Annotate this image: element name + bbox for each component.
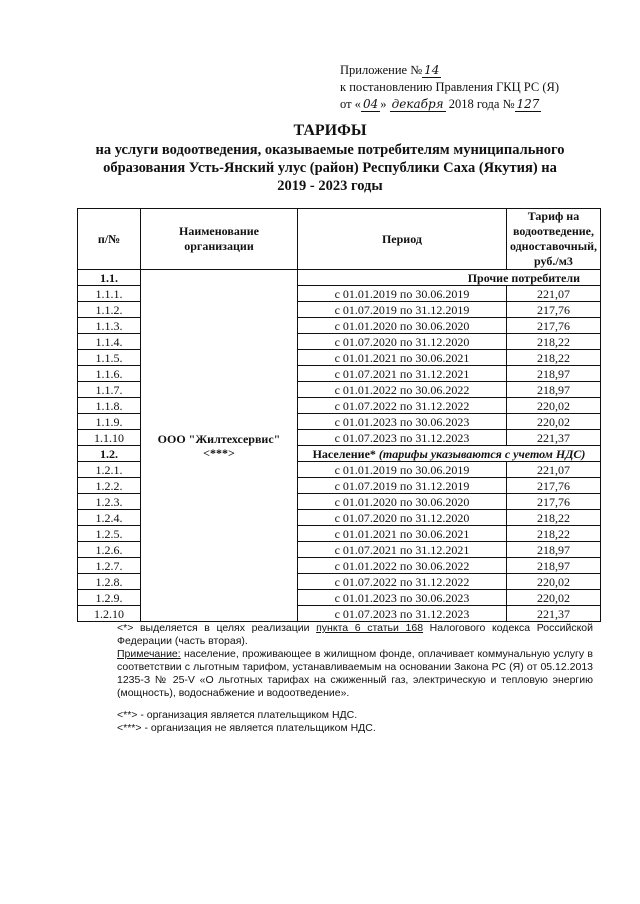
row-period: с 01.01.2022 по 30.06.2022: [298, 558, 507, 574]
row-num: 1.2.4.: [78, 510, 141, 526]
title-line-1: на услуги водоотведения, оказываемые потребителям муниципального: [95, 142, 565, 158]
group-label: Население* (тарифы указываются с учетом НДС): [298, 446, 601, 462]
header-organization: Наименование организации: [141, 209, 298, 270]
appendix-line-2: к постановлению Правления ГКЦ РС (Я): [340, 80, 560, 94]
footnote-vat-exempt: <***> - организация не является плательщиком НДС.: [117, 722, 376, 734]
row-period: с 01.07.2019 по 31.12.2019: [298, 478, 507, 494]
table-body: [78, 270, 601, 622]
row-period: с 01.07.2020 по 31.12.2020: [298, 334, 507, 350]
row-tariff: 220,02: [506, 590, 600, 606]
footnote-vat-payer: <**> - организация является плательщиком НДС.: [117, 709, 358, 721]
row-tariff: 221,37: [506, 606, 600, 622]
group-label: Прочие потребители: [298, 270, 601, 286]
row-num: 1.2.5.: [78, 526, 141, 542]
row-num: 1.1.10: [78, 430, 141, 446]
row-period: с 01.07.2019 по 31.12.2019: [298, 302, 507, 318]
row-tariff: 218,97: [506, 366, 600, 382]
tariffs-table: [77, 208, 601, 622]
row-tariff: 218,22: [506, 526, 600, 542]
row-num: 1.2.3.: [78, 494, 141, 510]
row-tariff: 217,76: [506, 318, 600, 334]
row-num: 1.2.7.: [78, 558, 141, 574]
handwritten-day: 04: [362, 97, 379, 111]
row-num: 1.2.9.: [78, 590, 141, 606]
row-period: с 01.01.2021 по 30.06.2021: [298, 526, 507, 542]
row-tariff: 220,02: [506, 414, 600, 430]
title-line-2: образования Усть-Янский улус (район) Республики Саха (Якутия) на: [103, 160, 557, 176]
header-tariff: Тариф на водоотведение, одноставочный, руб./м3: [506, 209, 600, 270]
row-num: 1.1.5.: [78, 350, 141, 366]
row-num: 1.1.7.: [78, 382, 141, 398]
row-period: с 01.07.2021 по 31.12.2021: [298, 542, 507, 558]
row-period: с 01.01.2022 по 30.06.2022: [298, 382, 507, 398]
row-period: с 01.07.2023 по 31.12.2023: [298, 606, 507, 622]
row-num: 1.2.2.: [78, 478, 141, 494]
row-period: с 01.01.2020 по 30.06.2020: [298, 318, 507, 334]
header-period: Период: [298, 209, 507, 270]
row-period: с 01.07.2020 по 31.12.2020: [298, 510, 507, 526]
row-tariff: 217,76: [506, 302, 600, 318]
row-tariff: 217,76: [506, 494, 600, 510]
row-tariff: 221,07: [506, 286, 600, 302]
row-period: с 01.01.2023 по 30.06.2023: [298, 590, 507, 606]
row-num: 1.2.8.: [78, 574, 141, 590]
row-period: с 01.01.2019 по 30.06.2019: [298, 286, 507, 302]
row-period: с 01.07.2022 по 31.12.2022: [298, 398, 507, 414]
row-tariff: 218,22: [506, 510, 600, 526]
handwritten-month: декабря: [391, 97, 444, 111]
row-tariff: 220,02: [506, 398, 600, 414]
group-num: 1.2.: [78, 446, 141, 462]
row-num: 1.2.1.: [78, 462, 141, 478]
header-num: п/№: [78, 209, 141, 270]
table-header-row: [78, 209, 601, 270]
row-tariff: 218,22: [506, 350, 600, 366]
group-row-other: [78, 270, 601, 286]
handwritten-resolution-number: 127: [516, 97, 540, 111]
row-num: 1.1.4.: [78, 334, 141, 350]
group-num: 1.1.: [78, 270, 141, 286]
row-period: с 01.01.2023 по 30.06.2023: [298, 414, 507, 430]
row-tariff: 220,02: [506, 574, 600, 590]
tax-code-link[interactable]: пункта 6 статьи 168: [316, 622, 424, 634]
footnote-note: Примечание: население, проживающее в жилищном фонде, оплачивает коммунальную услугу в соответствии с льготным тарифом, устанавливаемым на основании Закона РС (Я) от 05.12.2013 1235-З № 25-V «О льготных тарифах на сжиженный газ, электрическую и тепловую энергию (мощность), водоснабжение и водоотведение».: [117, 648, 593, 699]
footnote-1: <*> выделяется в целях реализации пункта 6 статьи 168 Налогового кодекса Российской Федерации (часть вторая).: [117, 622, 593, 647]
row-num: 1.1.3.: [78, 318, 141, 334]
row-tariff: 218,22: [506, 334, 600, 350]
row-num: 1.1.2.: [78, 302, 141, 318]
appendix-line-1: Приложение № 14: [340, 63, 440, 77]
document-title: [60, 122, 600, 195]
organization-cell: [141, 270, 298, 622]
row-num: 1.2.10: [78, 606, 141, 622]
row-tariff: 221,37: [506, 430, 600, 446]
row-period: с 01.01.2021 по 30.06.2021: [298, 350, 507, 366]
row-tariff: 221,07: [506, 462, 600, 478]
title-main: ТАРИФЫ: [293, 122, 367, 139]
row-tariff: 218,97: [506, 558, 600, 574]
appendix-line-3: от « 04 » декабря 2018 года № 127: [340, 97, 540, 111]
appendix-header: [340, 62, 559, 113]
footnotes: [117, 622, 593, 735]
row-period: с 01.07.2022 по 31.12.2022: [298, 574, 507, 590]
title-line-3: 2019 - 2023 годы: [277, 178, 383, 194]
organization-note: <***>: [203, 445, 235, 460]
row-num: 1.1.9.: [78, 414, 141, 430]
row-tariff: 217,76: [506, 478, 600, 494]
row-tariff: 218,97: [506, 382, 600, 398]
row-num: 1.1.8.: [78, 398, 141, 414]
row-period: с 01.01.2020 по 30.06.2020: [298, 494, 507, 510]
row-period: с 01.07.2021 по 31.12.2021: [298, 366, 507, 382]
row-tariff: 218,97: [506, 542, 600, 558]
row-period: с 01.07.2023 по 31.12.2023: [298, 430, 507, 446]
row-num: 1.1.6.: [78, 366, 141, 382]
organization-name: ООО "Жилтехсервис": [157, 431, 281, 446]
row-num: 1.2.6.: [78, 542, 141, 558]
row-num: 1.1.1.: [78, 286, 141, 302]
row-period: с 01.01.2019 по 30.06.2019: [298, 462, 507, 478]
handwritten-appendix-number: 14: [424, 63, 440, 77]
